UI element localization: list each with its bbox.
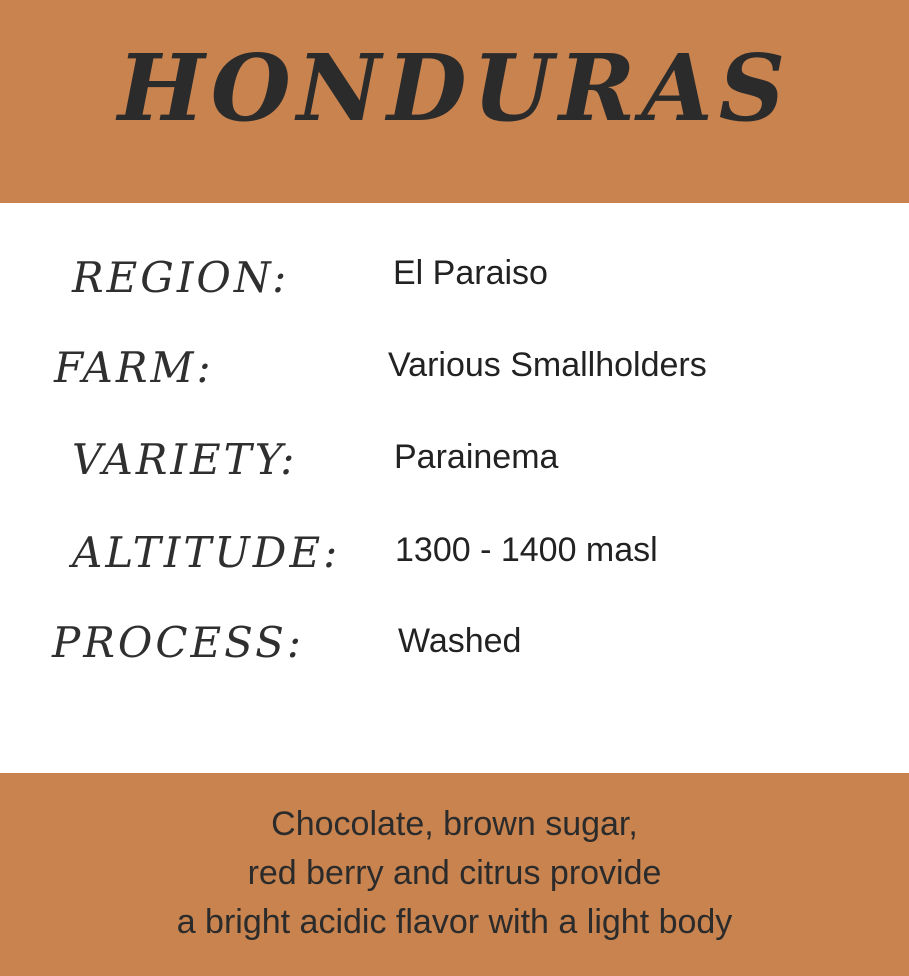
detail-row-region xyxy=(0,251,909,311)
tasting-notes-line: a bright acidic flavor with a light body xyxy=(176,903,733,941)
page-title: HONDURAS xyxy=(117,33,792,142)
detail-row-altitude xyxy=(0,528,909,588)
detail-row-variety xyxy=(0,435,909,495)
region-label: REGION: xyxy=(72,253,290,302)
region-value: El Paraiso xyxy=(393,254,548,292)
altitude-label: ALTITUDE: xyxy=(72,528,341,577)
variety-value: Parainema xyxy=(394,438,559,476)
tasting-notes-line: red berry and citrus provide xyxy=(247,854,662,892)
footer-band xyxy=(0,773,909,976)
tasting-notes-line: Chocolate, brown sugar, xyxy=(271,805,638,843)
detail-row-process xyxy=(0,620,909,680)
details-section xyxy=(0,203,909,773)
altitude-value: 1300 - 1400 masl xyxy=(395,531,658,569)
header-band xyxy=(0,0,909,203)
variety-label: VARIETY: xyxy=(72,435,298,484)
farm-value: Various Smallholders xyxy=(388,346,707,384)
process-value: Washed xyxy=(398,622,522,660)
process-label: PROCESS: xyxy=(52,618,305,667)
farm-label: FARM: xyxy=(54,343,214,392)
detail-row-farm xyxy=(0,343,909,403)
tasting-notes xyxy=(177,800,733,947)
